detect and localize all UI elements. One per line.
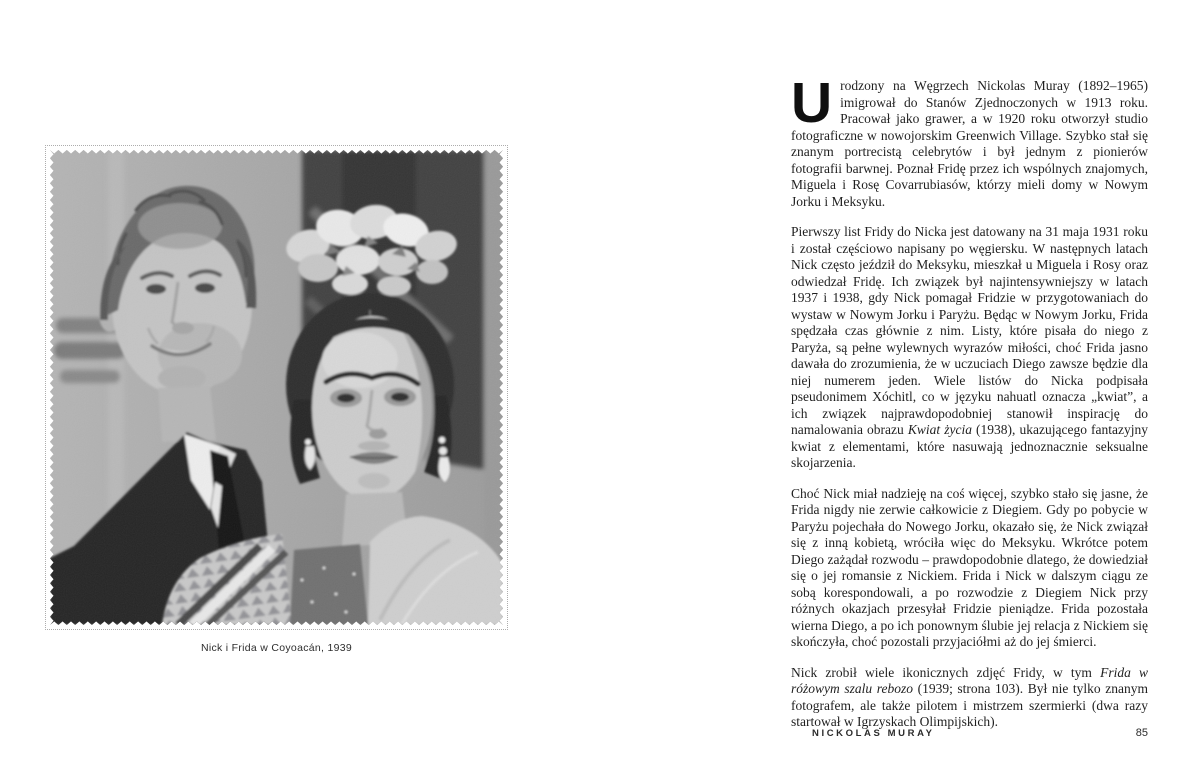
- paragraph: [791, 486, 1148, 651]
- italic-run: Kwiat życia: [907, 422, 972, 437]
- text-run: Pierwszy list Fridy do Nicka jest datowany na 31 maja 1931 roku i został częściowo napisany po węgiersku. W następnych latach Nick często jeździł do Meksyku, mieszkał u Miguela i Rosy oraz odwiedzał Fridę. Ich związek był najintensywniejszy w latach 1937 i 1938, gdy Nick pomagał Fridzie w przygotowaniach do wystaw w Nowym Jorku i Paryżu. Będąc w Nowym Jorku, Frida spędzała czas głównie z nim. Listy, które pisała do niego z Paryża, są pełne wylewnych wyrazów miłości, choć Frida jasno dawała do zrozumienia, że w uczuciach Diego zawsze będzie dla niej numerem jeden. Wiele listów do Nicka podpisała pseudonimem Xóchitl, co w języku nahuatl oznacza „kwiat”, a ich związek najprawdopodobniej stanowił inspirację do namalowania obrazu: [791, 224, 1148, 437]
- photo-frame: [45, 145, 508, 630]
- italic-run: Frida w różowym szalu rebozo: [791, 664, 1148, 696]
- drop-cap: U: [791, 71, 833, 135]
- page-footer: [812, 727, 1148, 739]
- paragraph: [791, 665, 1148, 731]
- text-run: Nick zrobił wiele ikonicznych zdjęć Fridy, w tym: [791, 664, 1101, 680]
- article-body: [791, 71, 1149, 731]
- text-run: rodzony na Węgrzech Nickolas Muray (1892–1965) imigrował do Stanów Zjednoczonych w 1913 roku. Pracował jako grawer, a w 1920 roku otworzył studio fotograficzne w nowojorskim Greenwich Village. Szybko stał się znanym portrecistą celebrytów i był jednym z pionierów fotografii barwnej. Poznał Fridę przez ich wspólnych znajomych, Miguela i Rosę Covarrubiasów, którzy mieli domy w Nowym Jorku i Meksyku.: [791, 78, 1148, 209]
- text-run: Choć Nick miał nadzieję na coś więcej, szybko stało się jasne, że Frida nigdy nie zerwie całkowicie z Diegiem. Gdy po pobycie w Paryżu pojechała do Nowego Jorku, okazało się, że Nick związał się z inną kobietą, wróciła więc do Meksyku. Wkrótce potem Diego zażądał rozwodu – prawdopodobnie dlatego, że dowiedział się o jej romansie z Nickiem. Frida i Nick w dalszym ciągu ze sobą korespondowali, a po rozwodzie z Diegiem Nick przy różnych okazjach przesyłał Fridzie pieniądze. Frida pozostała wierna Diego, a po ich ponownym ślubie jej relacja z Nickiem się skończyła, choć pozostali przyjaciółmi aż do jej śmierci.: [791, 485, 1148, 649]
- running-head: NICKOLAS MURAY: [812, 728, 935, 739]
- paragraph: [791, 224, 1148, 472]
- paragraph: [791, 71, 1148, 210]
- page-number: 85: [1135, 727, 1148, 739]
- photo-illustration: [50, 150, 503, 625]
- photo-caption: Nick i Frida w Coyoacán, 1939: [200, 642, 353, 654]
- text-run: (1939; strona 103). Był nie tylko znanym fotografem, ale także pilotem i mistrzem szermierki (dwa razy startował w Igrzyskach Olimpijskich).: [791, 681, 1149, 729]
- photo: [50, 150, 503, 625]
- text-run: (1938), ukazującego fantazyjny kwiat z elementami, które nasuwają jednoznacznie seksualne skojarzenia.: [791, 422, 1149, 470]
